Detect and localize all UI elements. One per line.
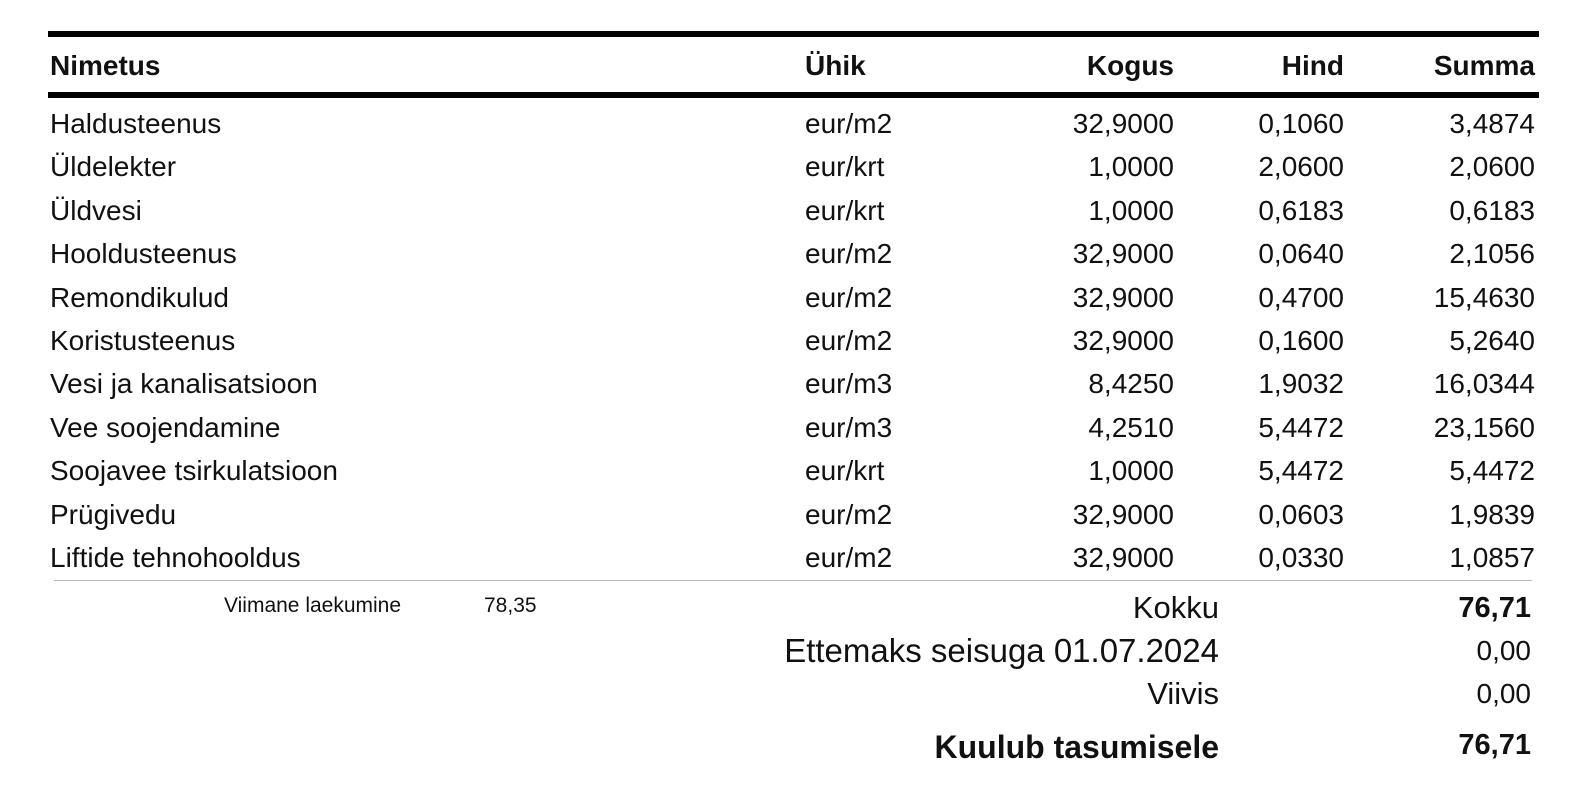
row-quantity: 32,9000 xyxy=(1072,108,1174,139)
row-sum: 3,4874 xyxy=(1449,108,1535,139)
row-unit: eur/m2 xyxy=(805,498,893,530)
row-unit: eur/krt xyxy=(805,194,885,226)
row-unit: eur/m3 xyxy=(805,368,893,400)
row-unit: eur/krt xyxy=(805,455,885,487)
amount-due-label: Kuulub tasumisele xyxy=(934,729,1219,765)
header-price: Hind xyxy=(1281,50,1344,81)
last-payment-label: Viimane laekumine xyxy=(224,594,402,617)
header-unit: Ühik xyxy=(805,50,866,81)
table-row xyxy=(0,278,1579,321)
row-price: 5,4472 xyxy=(1258,411,1344,443)
penalty-label: Viivis xyxy=(1147,676,1219,711)
row-quantity: 32,9000 xyxy=(1072,238,1174,270)
row-unit: eur/m2 xyxy=(805,541,893,573)
prepayment-value: 0,00 xyxy=(1476,635,1531,666)
row-price: 0,0330 xyxy=(1258,541,1344,573)
row-price: 0,0640 xyxy=(1258,238,1344,270)
row-price: 2,0600 xyxy=(1258,151,1344,183)
row-quantity: 32,9000 xyxy=(1072,281,1174,313)
row-quantity: 8,4250 xyxy=(1088,368,1174,400)
header-quantity: Kogus xyxy=(1086,50,1174,81)
row-quantity: 32,9000 xyxy=(1072,324,1174,356)
row-sum: 1,9839 xyxy=(1449,498,1535,530)
row-unit: eur/m2 xyxy=(805,324,893,356)
header-rule xyxy=(48,92,1539,98)
row-quantity: 32,9000 xyxy=(1072,498,1174,530)
table-row xyxy=(0,234,1579,277)
row-quantity: 4,2510 xyxy=(1088,411,1174,443)
row-name: Koristusteenus xyxy=(50,324,236,356)
row-unit: eur/m2 xyxy=(805,238,893,270)
row-unit: eur/m3 xyxy=(805,411,893,443)
table-bottom-divider xyxy=(54,580,1532,581)
row-name: Vesi ja kanalisatsioon xyxy=(50,368,318,400)
row-name: Haldusteenus xyxy=(50,108,222,139)
row-sum: 2,1056 xyxy=(1449,238,1535,270)
amount-due-value: 76,71 xyxy=(1458,729,1531,761)
last-payment-value: 78,35 xyxy=(484,594,537,617)
row-sum: 15,4630 xyxy=(1433,281,1535,313)
row-name: Hooldusteenus xyxy=(50,238,237,270)
row-quantity: 32,9000 xyxy=(1072,541,1174,573)
top-rule xyxy=(48,31,1539,37)
row-name: Vee soojendamine xyxy=(50,411,281,443)
row-quantity: 1,0000 xyxy=(1088,455,1174,487)
row-price: 0,4700 xyxy=(1258,281,1344,313)
total-value: 76,71 xyxy=(1458,592,1531,624)
header-name: Nimetus xyxy=(50,50,161,81)
prepayment-label: Ettemaks seisuga 01.07.2024 xyxy=(784,632,1219,669)
penalty-value: 0,00 xyxy=(1476,678,1531,709)
row-price: 0,0603 xyxy=(1258,498,1344,530)
table-header xyxy=(0,45,1579,87)
row-name: Remondikulud xyxy=(50,281,229,313)
table-row xyxy=(0,538,1579,581)
row-price: 0,1060 xyxy=(1258,108,1344,139)
row-sum: 1,0857 xyxy=(1449,541,1535,573)
row-price: 0,1600 xyxy=(1258,324,1344,356)
row-name: Prügivedu xyxy=(50,498,177,530)
table-row xyxy=(0,495,1579,538)
table-row xyxy=(0,191,1579,234)
table-row xyxy=(0,451,1579,494)
row-name: Üldvesi xyxy=(50,194,142,226)
row-unit: eur/krt xyxy=(805,151,885,183)
row-unit: eur/m2 xyxy=(805,108,893,139)
row-price: 5,4472 xyxy=(1258,455,1344,487)
row-sum: 23,1560 xyxy=(1433,411,1535,443)
table-row xyxy=(0,321,1579,364)
row-sum: 5,4472 xyxy=(1449,455,1535,487)
row-quantity: 1,0000 xyxy=(1088,194,1174,226)
row-sum: 16,0344 xyxy=(1433,368,1535,400)
row-name: Liftide tehnohooldus xyxy=(50,541,301,573)
row-name: Üldelekter xyxy=(50,151,177,183)
row-sum: 0,6183 xyxy=(1449,194,1535,226)
total-label: Kokku xyxy=(1132,590,1219,625)
row-quantity: 1,0000 xyxy=(1088,151,1174,183)
table-row xyxy=(0,364,1579,407)
row-sum: 2,0600 xyxy=(1449,151,1535,183)
row-unit: eur/m2 xyxy=(805,281,893,313)
table-row xyxy=(0,104,1579,147)
row-sum: 5,2640 xyxy=(1449,324,1535,356)
row-price: 1,9032 xyxy=(1258,368,1344,400)
row-name: Soojavee tsirkulatsioon xyxy=(50,455,338,487)
table-row xyxy=(0,408,1579,451)
header-sum: Summa xyxy=(1433,50,1535,81)
table-row xyxy=(0,147,1579,190)
table-body xyxy=(0,104,1579,581)
row-price: 0,6183 xyxy=(1258,194,1344,226)
